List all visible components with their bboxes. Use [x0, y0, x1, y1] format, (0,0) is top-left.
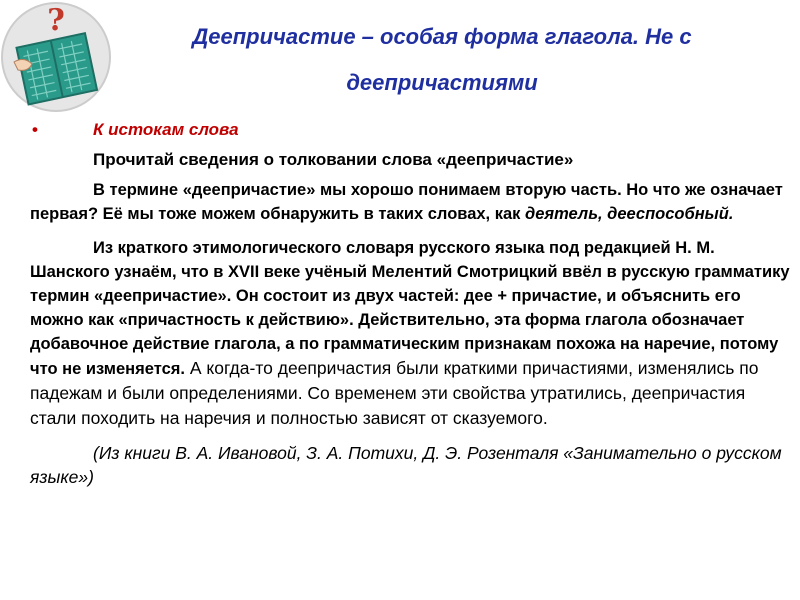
example-words: деятель, дееспособный. [525, 205, 734, 223]
source-citation: (Из книги В. А. Ивановой, З. А. Потихи, Д. Э. Розенталя «Занимательно о русском языке») [30, 443, 782, 487]
slide-body [30, 118, 792, 489]
book-question-icon [0, 0, 112, 114]
bullet-item [30, 118, 792, 144]
bullet-marker: • [32, 120, 38, 139]
instruction-text: Прочитай сведения о толковании слова «деепричастие» [93, 150, 574, 169]
paragraph-bold-text: Из краткого этимологического словаря русского языка под редакцией Н. М. Шанского узнаём, что в XVII веке учёный Мелентий Смотрицкий ввёл в русскую грамматику термин «деепричастие». Он состоит из двух частей: дее + причастие, и объяснить его можно как «причастность к действию». Действительно, эта форма глагола обозначает добавочное действие глагола, а по грамматическим признакам похожа на наречие, потому что не изменяется. [30, 239, 790, 378]
paragraph-term-meaning [30, 178, 792, 226]
svg-text:?: ? [47, 3, 65, 38]
slide-title: Деепричастие – особая форма глагола. Не с деепричастиями [192, 24, 692, 95]
paragraph-etymology [30, 236, 792, 431]
paragraph-text: В термине «деепричастие» мы хорошо понимаем вторую часть. Но что же означает первая? Её мы тоже можем обнаружить в таких словах, как [30, 181, 783, 223]
subheading: К истокам слова [93, 120, 239, 139]
paragraph-normal-text: А когда-то деепричастия были краткими причастиями, изменялись по падежам и были определениями. Со временем эти свойства утратились, деепричастия стали походить на наречия и полностью зависят от сказуемого. [30, 358, 759, 428]
